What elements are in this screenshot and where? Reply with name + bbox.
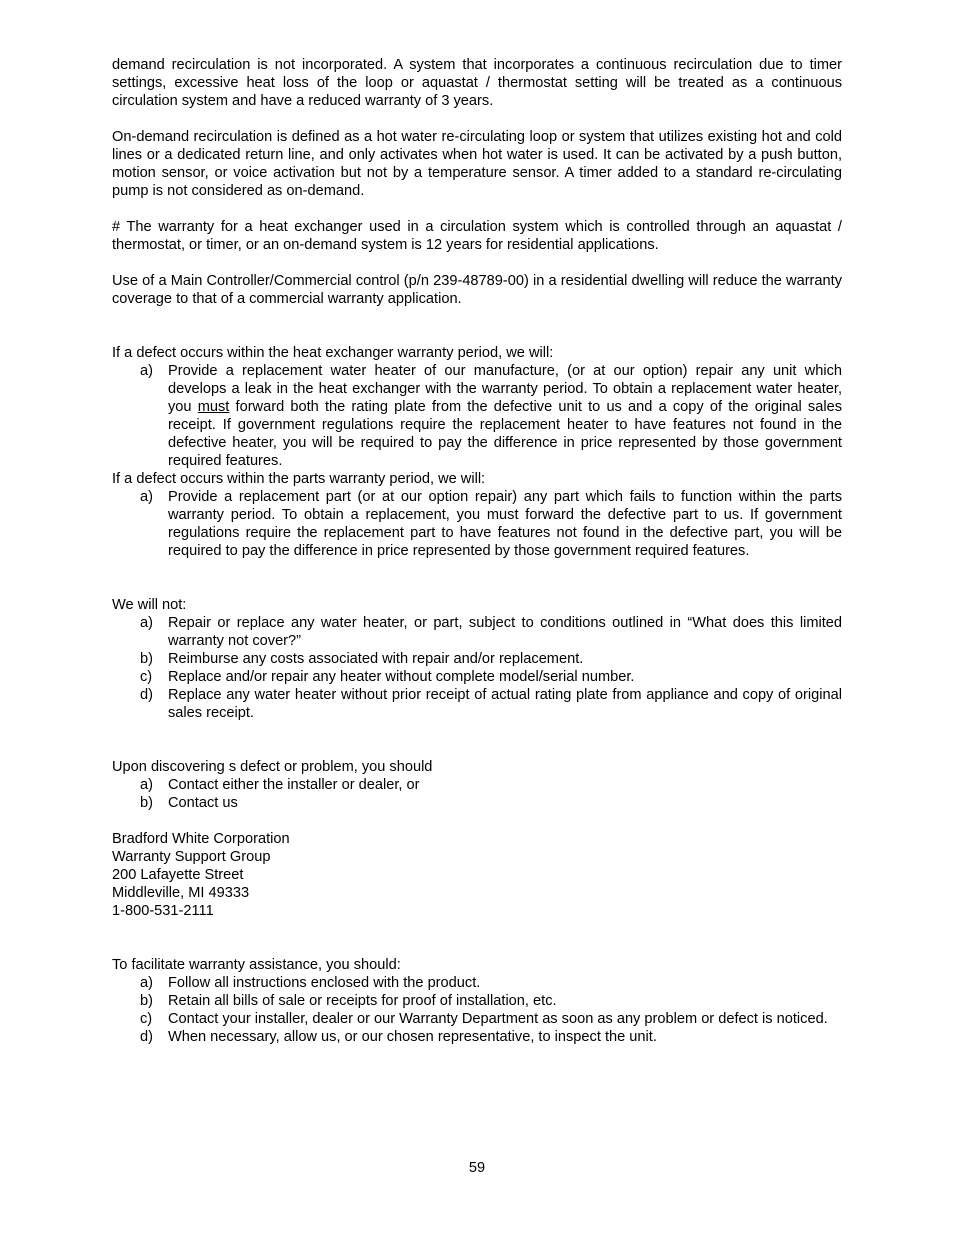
address-street: 200 Lafayette Street	[112, 867, 244, 883]
list-marker: a)	[140, 363, 153, 379]
list-item: d) When necessary, allow us, or our chosen representative, to inspect the unit.	[140, 1029, 657, 1045]
list-marker: d)	[140, 1029, 153, 1045]
address-phone: 1-800-531-2111	[112, 903, 214, 919]
list-marker: c)	[140, 669, 153, 685]
document-body	[112, 56, 842, 1046]
list-item: c) Replace and/or repair any heater without complete model/serial number.	[140, 669, 635, 685]
list-item: b) Contact us	[140, 795, 238, 811]
parts-defect-list	[112, 488, 842, 560]
list-item: b) Retain all bills of sale or receipts for proof of installation, etc.	[140, 993, 557, 1009]
list-marker: c)	[140, 1011, 153, 1027]
list-marker: d)	[140, 687, 153, 703]
heat-exchanger-defect-intro: If a defect occurs within the heat exchanger warranty period, we will:	[112, 345, 554, 361]
list-marker: a)	[140, 777, 153, 793]
list-marker: b)	[140, 651, 153, 667]
paragraph-on-demand-definition: On-demand recirculation is defined as a hot water re-circulating loop or system that utilizes existing hot and cold lines or a dedicated return line, and only activates when hot water is used. It can be activated by a push button, motion sensor, or voice activation but not by a temperature sensor. A timer added to a standard re-circulating pump is not considered as on-demand.	[112, 129, 842, 199]
paragraph-recirculation: demand recirculation is not incorporated. A system that incorporates a continuous recirculation due to timer settings, excessive heat loss of the loop or aquastat / thermostat setting will be treated as a continuous circulation system and have a reduced warranty of 3 years.	[112, 57, 842, 109]
list-item: b) Reimburse any costs associated with repair and/or replacement.	[140, 651, 584, 667]
list-marker: b)	[140, 795, 153, 811]
will-not-list	[112, 614, 842, 722]
list-item: a) Contact either the installer or dealer, or	[140, 777, 420, 793]
paragraph-heat-exchanger-warranty: # The warranty for a heat exchanger used in a circulation system which is controlled through an aquastat / thermostat, or timer, or an on-demand system is 12 years for residential applications.	[112, 219, 842, 253]
discover-defect-intro: Upon discovering s defect or problem, you should	[112, 759, 433, 775]
list-item: d) Replace any water heater without prior receipt of actual rating plate from appliance and copy of original sales receipt.	[140, 687, 842, 721]
emphasis-must: must	[197, 399, 230, 415]
paragraph-main-controller: Use of a Main Controller/Commercial control (p/n 239-48789-00) in a residential dwelling will reduce the warranty coverage to that of a commercial warranty application.	[112, 273, 842, 307]
address-city: Middleville, MI 49333	[112, 885, 250, 901]
list-marker: a)	[140, 975, 153, 991]
list-marker: a)	[140, 615, 153, 631]
list-marker: a)	[140, 489, 153, 505]
address-company: Bradford White Corporation	[112, 831, 290, 847]
facilitate-list	[112, 974, 842, 1046]
list-item: a) Repair or replace any water heater, or part, subject to conditions outlined in “What does this limited warranty not cover?”	[140, 615, 842, 649]
list-item: a) Provide a replacement water heater of our manufacture, (or at our option) repair any unit which develops a leak in the heat exchanger with the warranty period. To obtain a replacement water heater, you must forward both the rating plate from the defective unit to us and a copy of the original sales receipt. If government regulations require the replacement heater to have features not found in the defective heater, you will be required to pay the difference in price represented by those government required features.	[140, 363, 842, 469]
will-not-intro: We will not:	[112, 597, 187, 613]
address-department: Warranty Support Group	[112, 849, 271, 865]
heat-exchanger-defect-list	[112, 362, 842, 470]
facilitate-intro: To facilitate warranty assistance, you should:	[112, 957, 401, 973]
list-marker: b)	[140, 993, 153, 1009]
list-item: a) Provide a replacement part (or at our option repair) any part which fails to function within the parts warranty period. To obtain a replacement, you must forward the defective part to us. If government regulations require the replacement part to have features not found in the defective part, you will be required to pay the difference in price represented by those government required features.	[140, 489, 842, 559]
list-item: a) Follow all instructions enclosed with the product.	[140, 975, 481, 991]
mailing-address	[112, 830, 842, 920]
page-number: 59	[468, 1160, 486, 1176]
parts-defect-intro: If a defect occurs within the parts warranty period, we will:	[112, 471, 486, 487]
discover-defect-list	[112, 776, 842, 812]
list-item: c) Contact your installer, dealer or our Warranty Department as soon as any problem or defect is noticed.	[140, 1011, 828, 1027]
